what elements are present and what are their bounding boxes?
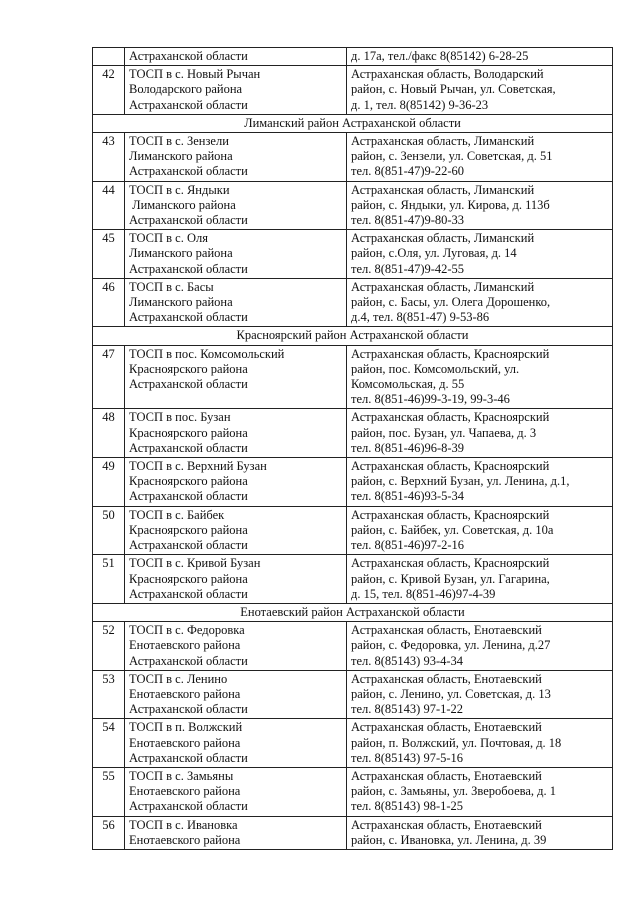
office-name-line: Астраханской области bbox=[129, 586, 248, 601]
office-address-line: район, с. Новый Рычан, ул. Советская, bbox=[351, 82, 556, 97]
office-name-line: ТОСП в с. Замьяны bbox=[129, 768, 234, 783]
office-address-line: Астраханская область, Енотаевский bbox=[351, 720, 542, 735]
row-number: 55 bbox=[93, 767, 125, 816]
section-title: Красноярский район Астраханской области bbox=[93, 327, 613, 345]
office-name-line: ТОСП в с. Новый Рычан bbox=[129, 67, 261, 82]
office-name-cell bbox=[125, 409, 347, 458]
table-row bbox=[93, 622, 613, 671]
office-address-line: тел. 8(85143) 93-4-34 bbox=[351, 653, 464, 668]
office-address-cell bbox=[347, 670, 613, 719]
office-address-line: тел. 8(851-46)93-5-34 bbox=[351, 489, 465, 504]
office-address-cell bbox=[347, 133, 613, 182]
office-address-cell bbox=[347, 622, 613, 671]
office-name-line: Енотаевского района bbox=[129, 686, 241, 701]
table-row bbox=[93, 345, 613, 409]
office-name-line: ТОСП в с. Зензели bbox=[129, 134, 229, 149]
office-address-line: Астраханская область, Лиманский bbox=[351, 279, 535, 294]
office-name-line: Астраханской области bbox=[129, 653, 248, 668]
office-name-cell bbox=[125, 278, 347, 327]
offices-table-body bbox=[93, 48, 613, 850]
row-number: 52 bbox=[93, 622, 125, 671]
section-header-row bbox=[93, 603, 613, 621]
office-address-line: Астраханская область, Лиманский bbox=[351, 231, 535, 246]
table-row bbox=[93, 506, 613, 555]
office-name-line: ТОСП в с. Ивановка bbox=[129, 817, 238, 832]
section-header-row bbox=[93, 114, 613, 132]
office-name-line: Астраханской области bbox=[129, 702, 248, 717]
office-name-line: Красноярского района bbox=[129, 571, 248, 586]
office-name-cell bbox=[125, 622, 347, 671]
table-row bbox=[93, 181, 613, 230]
table-row bbox=[93, 409, 613, 458]
office-name-cell bbox=[125, 48, 347, 66]
row-number: 49 bbox=[93, 458, 125, 507]
office-address-line: район, с.Оля, ул. Луговая, д. 14 bbox=[351, 246, 517, 261]
row-number: 51 bbox=[93, 555, 125, 604]
office-name-line: Красноярского района bbox=[129, 522, 248, 537]
office-address-cell bbox=[347, 767, 613, 816]
office-name-line: Красноярского района bbox=[129, 425, 248, 440]
office-address-cell bbox=[347, 345, 613, 409]
row-number: 54 bbox=[93, 719, 125, 768]
office-address-line: д.4, тел. 8(851-47) 9-53-86 bbox=[351, 310, 490, 325]
office-name-line: Енотаевского района bbox=[129, 832, 241, 847]
office-address-line: Астраханская область, Енотаевский bbox=[351, 768, 542, 783]
table-row bbox=[93, 458, 613, 507]
table-row bbox=[93, 230, 613, 279]
table-row bbox=[93, 555, 613, 604]
table-row bbox=[93, 278, 613, 327]
office-address-line: Астраханская область, Енотаевский bbox=[351, 817, 542, 832]
office-name-line: Астраханской области bbox=[129, 440, 248, 455]
office-name-line: Астраханской области bbox=[129, 213, 248, 228]
office-address-cell bbox=[347, 458, 613, 507]
office-address-line: район, с. Ленино, ул. Советская, д. 13 bbox=[351, 686, 551, 701]
row-number: 50 bbox=[93, 506, 125, 555]
row-number: 56 bbox=[93, 816, 125, 849]
office-address-line: район, с. Яндыки, ул. Кирова, д. 113б bbox=[351, 197, 550, 212]
offices-table bbox=[92, 47, 613, 850]
office-name-line: Лиманского района bbox=[129, 246, 233, 261]
office-address-cell bbox=[347, 555, 613, 604]
office-address-line: тел. 8(851-47)9-22-60 bbox=[351, 164, 465, 179]
office-address-line: тел. 8(851-46)97-2-16 bbox=[351, 538, 465, 553]
row-number: 45 bbox=[93, 230, 125, 279]
office-address-line: район, с. Замьяны, ул. Зверобоева, д. 1 bbox=[351, 784, 557, 799]
office-name-line: ТОСП в с. Кривой Бузан bbox=[129, 556, 261, 571]
office-address-line: д. 17а, тел./факс 8(85142) 6-28-25 bbox=[351, 49, 529, 63]
office-address-line: тел. 8(85143) 97-1-22 bbox=[351, 702, 464, 717]
office-name-line: ТОСП в с. Федоровка bbox=[129, 623, 245, 638]
office-address-line: Астраханская область, Лиманский bbox=[351, 134, 535, 149]
office-address-line: район, с. Ивановка, ул. Ленина, д. 39 bbox=[351, 832, 547, 847]
office-name-line: ТОСП в с. Басы bbox=[129, 279, 214, 294]
row-number: 48 bbox=[93, 409, 125, 458]
office-address-line: тел. 8(85143) 98-1-25 bbox=[351, 799, 464, 814]
office-name-line: Красноярского района bbox=[129, 361, 248, 376]
office-name-cell bbox=[125, 670, 347, 719]
office-name-line: Лиманского района bbox=[129, 197, 236, 212]
office-address-line: тел. 8(851-47)9-80-33 bbox=[351, 213, 465, 228]
office-name-cell bbox=[125, 506, 347, 555]
office-address-line: тел. 8(851-46)96-8-39 bbox=[351, 440, 465, 455]
office-address-line: Астраханская область, Енотаевский bbox=[351, 671, 542, 686]
office-address-line: район, с. Байбек, ул. Советская, д. 10а bbox=[351, 522, 554, 537]
office-address-line: Астраханская область, Красноярский bbox=[351, 507, 550, 522]
office-name-line: Астраханской области bbox=[129, 310, 248, 325]
office-name-cell bbox=[125, 230, 347, 279]
office-address-line: Астраханская область, Красноярский bbox=[351, 346, 550, 361]
office-name-line: ТОСП в пос. Комсомольский bbox=[129, 346, 285, 361]
office-name-cell bbox=[125, 719, 347, 768]
office-name-line: ТОСП в с. Ленино bbox=[129, 671, 228, 686]
office-name-line: Володарского района bbox=[129, 82, 243, 97]
office-address-cell bbox=[347, 719, 613, 768]
office-address-line: район, с. Зензели, ул. Советская, д. 51 bbox=[351, 149, 553, 164]
office-name-line: Астраханской области bbox=[129, 261, 248, 276]
office-name-cell bbox=[125, 555, 347, 604]
office-address-line: район, п. Волжский, ул. Почтовая, д. 18 bbox=[351, 735, 562, 750]
row-number: 43 bbox=[93, 133, 125, 182]
office-name-line: ТОСП в с. Яндыки bbox=[129, 182, 230, 197]
row-number: 44 bbox=[93, 181, 125, 230]
office-name-line: Астраханской области bbox=[129, 164, 248, 179]
table-row bbox=[93, 133, 613, 182]
row-number: 53 bbox=[93, 670, 125, 719]
office-address-line: тел. 8(851-46)99-3-19, 99-3-46 bbox=[351, 392, 510, 407]
office-address-line: д. 15, тел. 8(851-46)97-4-39 bbox=[351, 586, 496, 601]
office-name-line: ТОСП в с. Оля bbox=[129, 231, 208, 246]
office-address-cell bbox=[347, 66, 613, 115]
office-address-line: район, пос. Комсомольский, ул. bbox=[351, 361, 520, 376]
office-address-line: тел. 8(851-47)9-42-55 bbox=[351, 261, 465, 276]
office-name-cell bbox=[125, 458, 347, 507]
office-name-line: Астраханской области bbox=[129, 97, 248, 112]
office-address-line: Астраханская область, Красноярский bbox=[351, 410, 550, 425]
section-header-row bbox=[93, 327, 613, 345]
office-name-line: Енотаевского района bbox=[129, 735, 241, 750]
office-name-cell bbox=[125, 816, 347, 849]
office-name-cell bbox=[125, 133, 347, 182]
office-name-line: ТОСП в п. Волжский bbox=[129, 720, 243, 735]
office-name-line: Лиманского района bbox=[129, 295, 233, 310]
section-title: Енотаевский район Астраханской области bbox=[93, 603, 613, 621]
office-address-cell bbox=[347, 816, 613, 849]
row-number bbox=[93, 48, 125, 66]
office-name-line: Астраханской области bbox=[129, 489, 248, 504]
office-address-line: район, с. Верхний Бузан, ул. Ленина, д.1, bbox=[351, 474, 570, 489]
section-title: Лиманский район Астраханской области bbox=[93, 114, 613, 132]
office-name-cell bbox=[125, 66, 347, 115]
office-name-cell bbox=[125, 767, 347, 816]
office-address-cell bbox=[347, 278, 613, 327]
office-address-line: тел. 8(85143) 97-5-16 bbox=[351, 750, 464, 765]
office-address-line: район, пос. Бузан, ул. Чапаева, д. 3 bbox=[351, 425, 537, 440]
office-name-line: Астраханской области bbox=[129, 750, 248, 765]
office-address-line: район, с. Басы, ул. Олега Дорошенко, bbox=[351, 295, 551, 310]
table-row bbox=[93, 719, 613, 768]
row-number: 42 bbox=[93, 66, 125, 115]
table-row bbox=[93, 767, 613, 816]
office-name-line: Астраханской области bbox=[129, 377, 248, 392]
table-row bbox=[93, 816, 613, 849]
office-address-cell bbox=[347, 506, 613, 555]
office-name-cell bbox=[125, 345, 347, 409]
office-name-cell bbox=[125, 181, 347, 230]
office-name-line: Астраханской области bbox=[129, 538, 248, 553]
office-name-line: Енотаевского района bbox=[129, 638, 241, 653]
office-address-line: Астраханская область, Красноярский bbox=[351, 459, 550, 474]
row-number: 46 bbox=[93, 278, 125, 327]
table-row bbox=[93, 48, 613, 66]
office-name-line: Астраханской области bbox=[129, 49, 248, 63]
office-name-line: ТОСП в с. Байбек bbox=[129, 507, 225, 522]
table-row bbox=[93, 66, 613, 115]
office-address-line: Астраханская область, Лиманский bbox=[351, 182, 535, 197]
office-name-line: Лиманского района bbox=[129, 149, 233, 164]
office-address-line: Комсомольская, д. 55 bbox=[351, 377, 465, 392]
office-name-line: Енотаевского района bbox=[129, 784, 241, 799]
office-name-line: Красноярского района bbox=[129, 474, 248, 489]
office-address-line: Астраханская область, Красноярский bbox=[351, 556, 550, 571]
office-address-line: район, с. Кривой Бузан, ул. Гагарина, bbox=[351, 571, 550, 586]
office-address-cell bbox=[347, 230, 613, 279]
office-address-cell bbox=[347, 48, 613, 66]
office-address-line: Астраханская область, Енотаевский bbox=[351, 623, 542, 638]
office-address-cell bbox=[347, 409, 613, 458]
office-name-line: ТОСП в с. Верхний Бузан bbox=[129, 459, 267, 474]
office-name-line: ТОСП в пос. Бузан bbox=[129, 410, 231, 425]
office-address-line: Астраханская область, Володарский bbox=[351, 67, 544, 82]
office-address-line: район, с. Федоровка, ул. Ленина, д.27 bbox=[351, 638, 551, 653]
office-address-line: д. 1, тел. 8(85142) 9-36-23 bbox=[351, 97, 489, 112]
table-row bbox=[93, 670, 613, 719]
office-address-cell bbox=[347, 181, 613, 230]
office-name-line: Астраханской области bbox=[129, 799, 248, 814]
row-number: 47 bbox=[93, 345, 125, 409]
